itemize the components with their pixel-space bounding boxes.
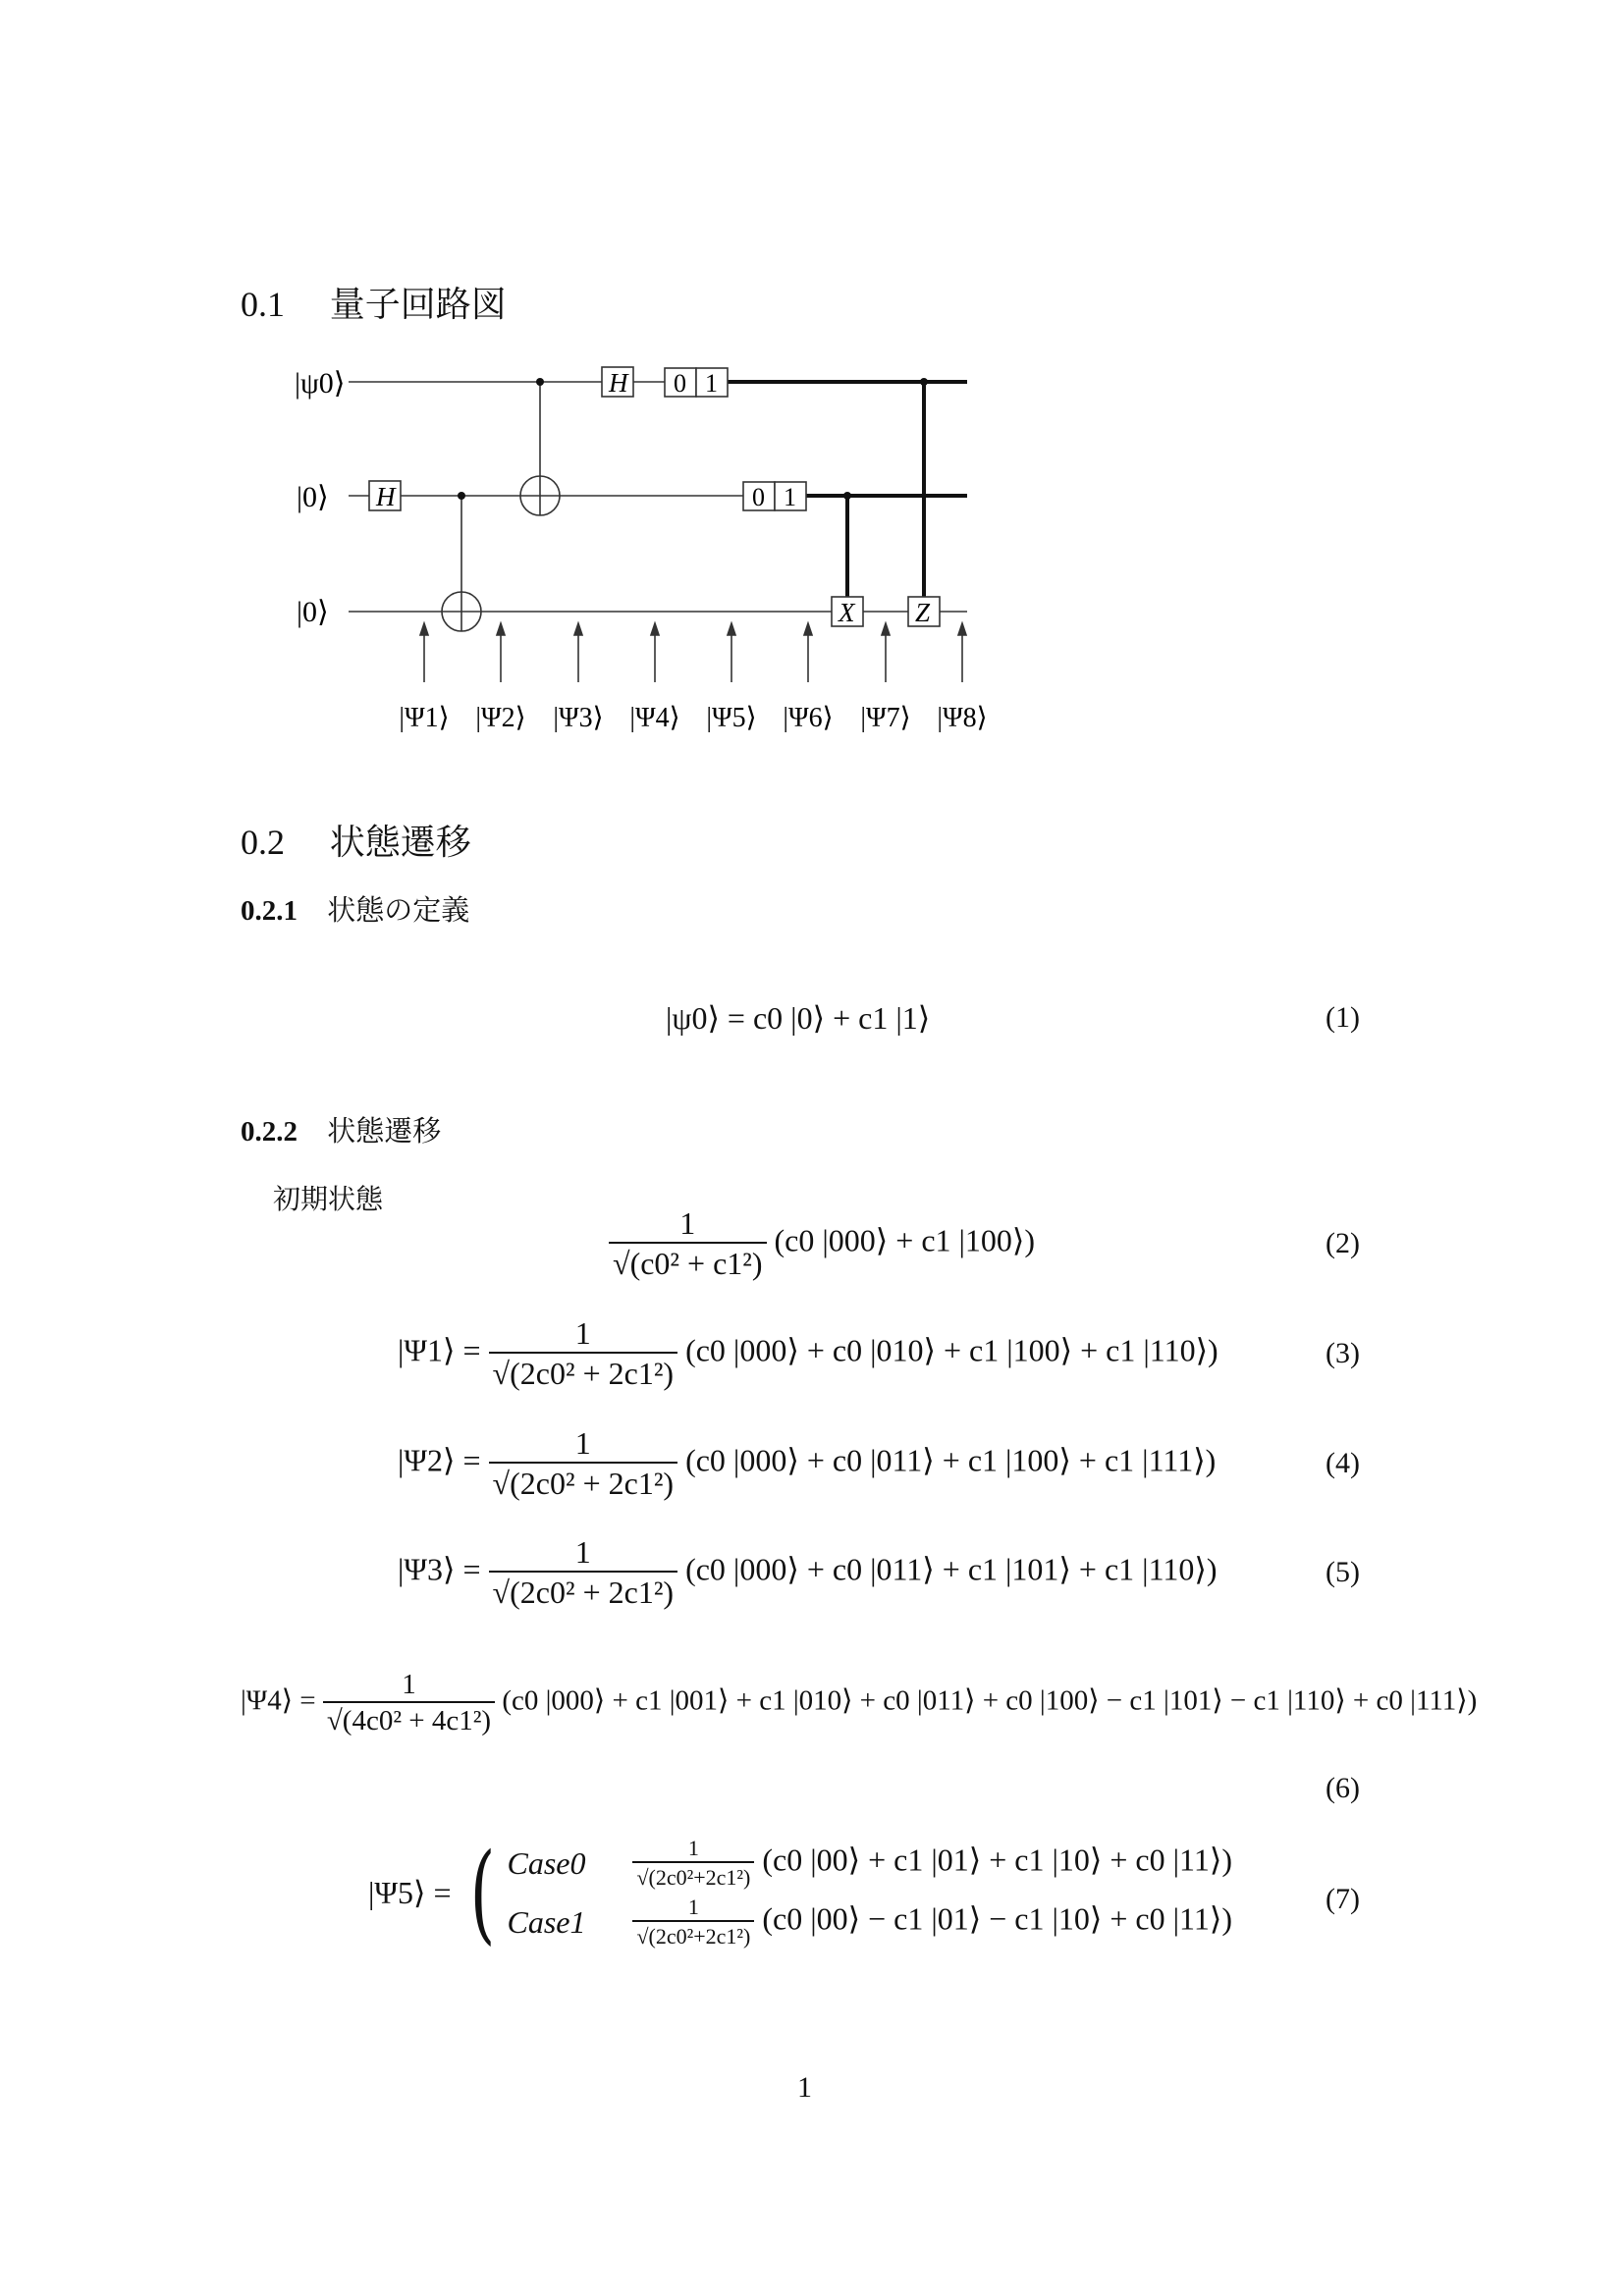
- equation-1-number: (1): [1326, 1001, 1360, 1034]
- subsection-title: 状態の定義: [327, 893, 470, 927]
- input-psi0: |ψ0⟩: [295, 367, 346, 400]
- initial-state-label: 初期状態: [273, 1183, 384, 1215]
- measure-q0: [665, 368, 728, 398]
- state-label-6: |Ψ6⟩: [783, 703, 834, 733]
- case-1-label: Case1: [507, 1903, 586, 1940]
- subsection-heading-0-2-1: [241, 888, 469, 929]
- case-0-numerator: 1: [687, 1836, 699, 1860]
- h-gate-q1-label: H: [376, 482, 396, 511]
- page-number: 1: [797, 2071, 812, 2104]
- case-0-denominator: √(2c0²+2c1²): [632, 1861, 754, 1891]
- equation-4: [398, 1425, 1216, 1502]
- cnot-2-target: [520, 476, 560, 515]
- eq5-denominator: √(2c0² + 2c1²): [489, 1571, 678, 1611]
- state-label-2: |Ψ2⟩: [475, 703, 526, 733]
- eq6-lhs: |Ψ4⟩ =: [241, 1684, 316, 1717]
- subsection-number: 0.2.1: [241, 895, 298, 927]
- subsection-title: 状態遷移: [327, 1114, 442, 1148]
- section-title: 量子回路図: [329, 285, 507, 325]
- case-0-label: Case0: [507, 1844, 586, 1881]
- state-label-3: |Ψ3⟩: [553, 703, 604, 733]
- state-label-8: |Ψ8⟩: [937, 703, 988, 733]
- left-brace: (: [469, 1830, 495, 1955]
- case-1-row: [507, 1893, 1232, 1951]
- eq4-body: (c0 |000⟩ + c0 |011⟩ + c1 |100⟩ + c1 |111⟩): [685, 1442, 1217, 1478]
- state-label-4: |Ψ4⟩: [629, 703, 680, 733]
- input-zero-1: |0⟩: [297, 481, 329, 513]
- equation-7: [368, 1830, 1232, 1955]
- eq7-lhs: |Ψ5⟩ =: [368, 1875, 452, 1910]
- eq5-body: (c0 |000⟩ + c0 |011⟩ + c1 |101⟩ + c1 |110⟩): [685, 1551, 1218, 1587]
- eq2-body: (c0 |000⟩ + c1 |100⟩): [774, 1222, 1036, 1258]
- section-title: 状態遷移: [329, 823, 471, 863]
- svg-text:1: 1: [705, 369, 718, 398]
- case-1-denominator: √(2c0²+2c1²): [632, 1920, 754, 1949]
- state-label-7: |Ψ7⟩: [860, 703, 911, 733]
- svg-text:1: 1: [784, 483, 796, 511]
- z-gate-label: Z: [915, 598, 931, 627]
- equation-3-number: (3): [1326, 1337, 1360, 1369]
- h-gate-q0-label: H: [609, 368, 628, 398]
- equation-1: |ψ0⟩ = c0 |0⟩ + c1 |1⟩: [666, 1000, 931, 1036]
- measure-q1: [743, 482, 806, 511]
- equation-7-number: (7): [1326, 1883, 1360, 1915]
- cnot-2-control: [536, 378, 544, 386]
- equation-3: [398, 1315, 1218, 1392]
- eq2-numerator: 1: [679, 1205, 696, 1241]
- subsection-heading-0-2-2: [241, 1109, 441, 1149]
- eq4-lhs: |Ψ2⟩ =: [398, 1442, 481, 1478]
- section-heading-0-2: [241, 815, 471, 865]
- equation-4-number: (4): [1326, 1447, 1360, 1479]
- svg-text:0: 0: [674, 369, 686, 398]
- z-control-dot: [920, 378, 928, 386]
- state-label-1: |Ψ1⟩: [399, 703, 450, 733]
- eq2-denominator: √(c0² + c1²): [609, 1242, 767, 1282]
- subsection-number: 0.2.2: [241, 1116, 298, 1148]
- input-zero-2: |0⟩: [297, 596, 329, 628]
- eq4-denominator: √(2c0² + 2c1²): [489, 1462, 678, 1502]
- eq4-numerator: 1: [574, 1425, 591, 1461]
- eq3-denominator: √(2c0² + 2c1²): [489, 1352, 678, 1392]
- equation-6-number: (6): [1326, 1772, 1360, 1804]
- eq3-body: (c0 |000⟩ + c0 |010⟩ + c1 |100⟩ + c1 |110⟩): [685, 1332, 1218, 1368]
- eq3-numerator: 1: [574, 1315, 591, 1351]
- equation-6: [241, 1669, 1477, 1737]
- case-1-numerator: 1: [687, 1895, 699, 1919]
- equation-2: [609, 1205, 1035, 1282]
- state-arrows: [420, 623, 966, 682]
- section-heading-0-1: [241, 277, 507, 327]
- equation-5: [398, 1534, 1218, 1611]
- svg-text:0: 0: [752, 483, 765, 511]
- equation-2-number: (2): [1326, 1227, 1360, 1259]
- case-0-body: (c0 |00⟩ + c1 |01⟩ + c1 |10⟩ + c0 |11⟩): [762, 1842, 1232, 1878]
- x-gate-label: X: [839, 598, 855, 627]
- eq6-numerator: 1: [402, 1669, 416, 1700]
- eq6-body: (c0 |000⟩ + c1 |001⟩ + c1 |010⟩ + c0 |011⟩ + c0 |100⟩ − c1 |101⟩ − c1 |110⟩ + c0 |111⟩): [502, 1684, 1478, 1717]
- eq5-lhs: |Ψ3⟩ =: [398, 1551, 481, 1587]
- case-1-body: (c0 |00⟩ − c1 |01⟩ − c1 |10⟩ + c0 |11⟩): [762, 1900, 1232, 1937]
- cnot-1-control: [458, 492, 465, 500]
- x-control-dot: [843, 492, 851, 500]
- quantum-circuit: [275, 339, 1060, 751]
- case-0-row: [507, 1834, 1232, 1893]
- equation-5-number: (5): [1326, 1556, 1360, 1588]
- cnot-1-target: [442, 592, 481, 631]
- section-number: 0.2: [241, 823, 285, 862]
- eq6-denominator: √(4c0² + 4c1²): [323, 1701, 495, 1737]
- state-label-5: |Ψ5⟩: [706, 703, 757, 733]
- eq5-numerator: 1: [574, 1534, 591, 1570]
- eq3-lhs: |Ψ1⟩ =: [398, 1332, 481, 1368]
- section-number: 0.1: [241, 285, 285, 324]
